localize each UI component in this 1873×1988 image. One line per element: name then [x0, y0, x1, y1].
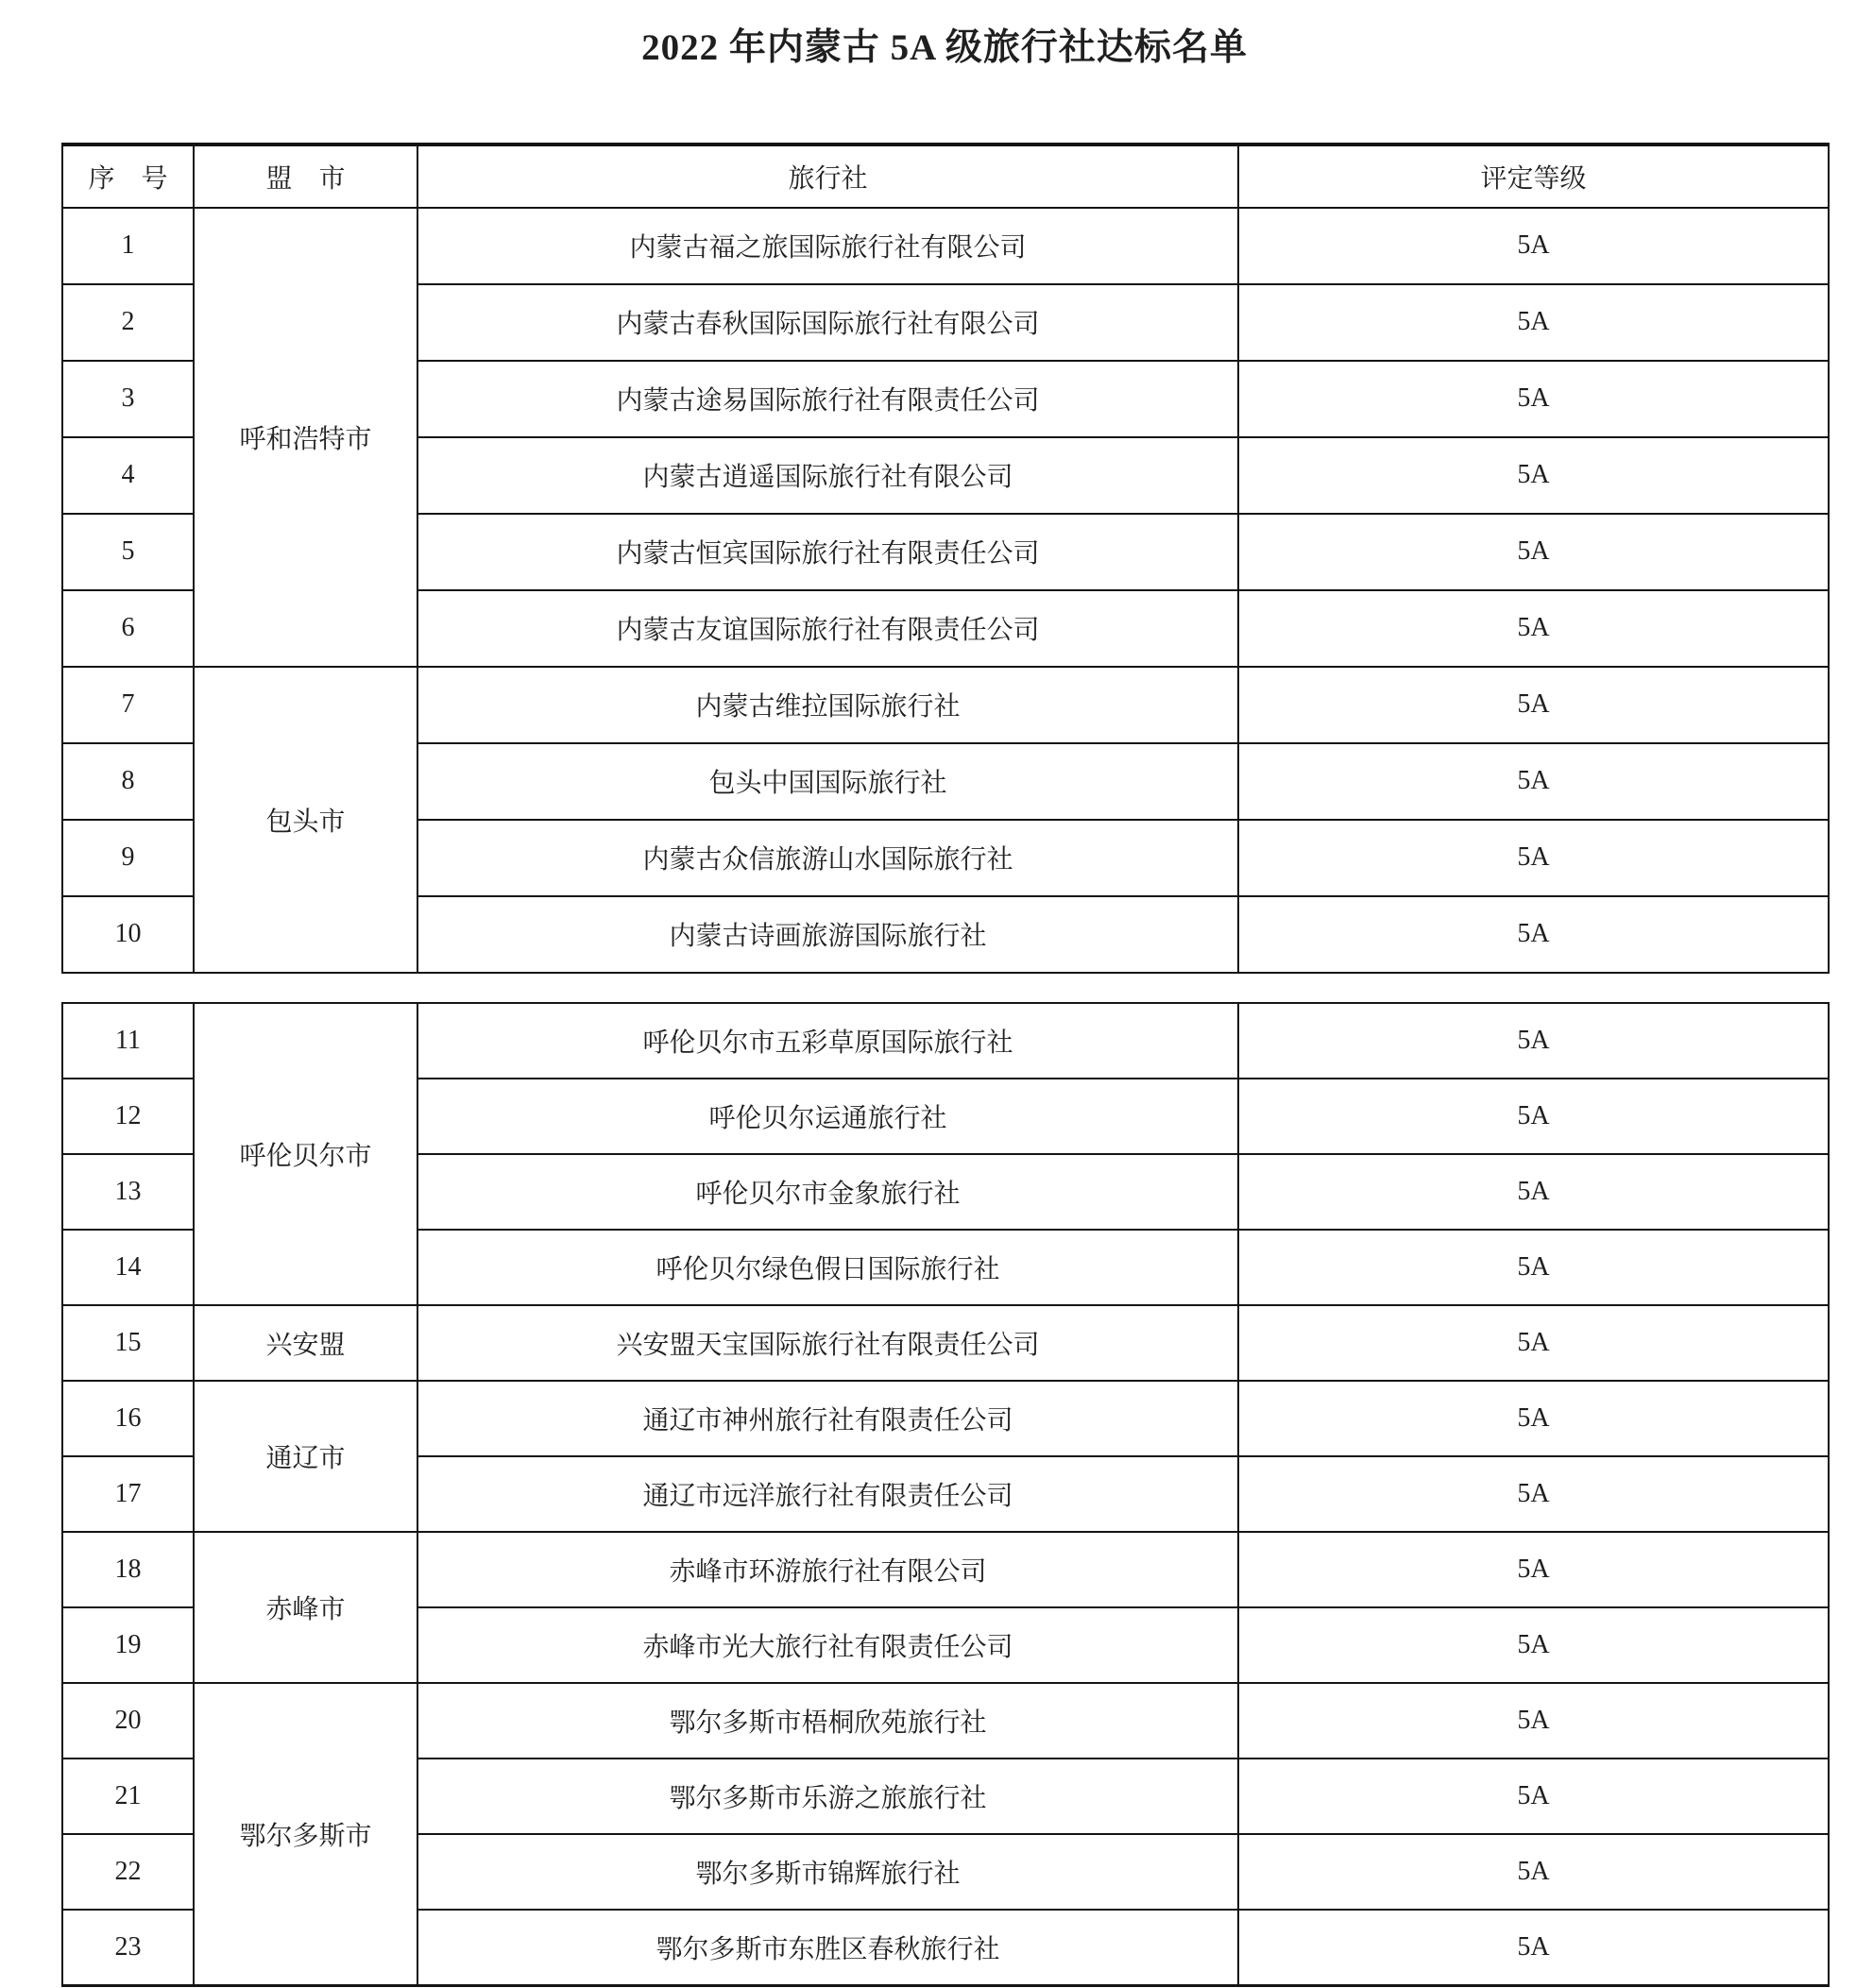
rating-grade-cell: 5A — [1238, 1154, 1829, 1230]
header-rating-grade: 评定等级 — [1238, 144, 1829, 208]
serial-number-cell: 20 — [62, 1683, 194, 1759]
travel-agency-cell: 内蒙古恒宾国际旅行社有限责任公司 — [417, 514, 1238, 590]
table-row — [62, 1003, 1829, 1079]
table-row — [62, 208, 1829, 284]
serial-number-cell: 13 — [62, 1154, 194, 1230]
rating-grade-cell: 5A — [1238, 1003, 1829, 1079]
serial-number-cell: 2 — [62, 284, 194, 361]
travel-agency-cell: 赤峰市环游旅行社有限公司 — [417, 1532, 1238, 1607]
serial-number-cell: 14 — [62, 1230, 194, 1305]
table-body-part-2 — [62, 1003, 1829, 1986]
league-city-cell: 呼伦贝尔市 — [194, 1003, 417, 1305]
rating-grade-cell: 5A — [1238, 1532, 1829, 1607]
rating-grade-cell: 5A — [1238, 1230, 1829, 1305]
travel-agency-cell: 呼伦贝尔市五彩草原国际旅行社 — [417, 1003, 1238, 1079]
serial-number-cell: 15 — [62, 1305, 194, 1381]
rating-grade-cell: 5A — [1238, 1683, 1829, 1759]
league-city-cell: 赤峰市 — [194, 1532, 417, 1683]
serial-number-cell: 17 — [62, 1456, 194, 1532]
serial-number-cell: 12 — [62, 1079, 194, 1154]
travel-agency-cell: 包头中国国际旅行社 — [417, 743, 1238, 820]
header-league-city: 盟 市 — [194, 144, 417, 208]
travel-agency-cell: 内蒙古众信旅游山水国际旅行社 — [417, 820, 1238, 896]
rating-grade-cell: 5A — [1238, 1381, 1829, 1456]
table-row — [62, 1305, 1829, 1381]
serial-number-cell: 1 — [62, 208, 194, 284]
rating-grade-cell: 5A — [1238, 667, 1829, 743]
travel-agency-cell: 呼伦贝尔绿色假日国际旅行社 — [417, 1230, 1238, 1305]
serial-number-cell: 10 — [62, 896, 194, 973]
rating-grade-cell: 5A — [1238, 1910, 1829, 1986]
table-body-part-1 — [62, 208, 1829, 973]
travel-agency-cell: 通辽市神州旅行社有限责任公司 — [417, 1381, 1238, 1456]
serial-number-cell: 22 — [62, 1834, 194, 1910]
rating-grade-cell: 5A — [1238, 284, 1829, 361]
travel-agency-cell: 鄂尔多斯市梧桐欣苑旅行社 — [417, 1683, 1238, 1759]
rating-grade-cell: 5A — [1238, 1305, 1829, 1381]
serial-number-cell: 21 — [62, 1759, 194, 1834]
rating-grade-cell: 5A — [1238, 514, 1829, 590]
travel-agency-cell: 内蒙古春秋国际国际旅行社有限公司 — [417, 284, 1238, 361]
table-row — [62, 1381, 1829, 1456]
rating-grade-cell: 5A — [1238, 1607, 1829, 1683]
header-travel-agency: 旅行社 — [417, 144, 1238, 208]
travel-agency-cell: 内蒙古福之旅国际旅行社有限公司 — [417, 208, 1238, 284]
rating-grade-cell: 5A — [1238, 1834, 1829, 1910]
serial-number-cell: 16 — [62, 1381, 194, 1456]
table-row — [62, 1683, 1829, 1759]
travel-agency-cell: 通辽市远洋旅行社有限责任公司 — [417, 1456, 1238, 1532]
travel-agency-cell: 呼伦贝尔运通旅行社 — [417, 1079, 1238, 1154]
serial-number-cell: 11 — [62, 1003, 194, 1079]
serial-number-cell: 18 — [62, 1532, 194, 1607]
travel-agency-cell: 呼伦贝尔市金象旅行社 — [417, 1154, 1238, 1230]
rating-grade-cell: 5A — [1238, 1456, 1829, 1532]
travel-agency-cell: 内蒙古友谊国际旅行社有限责任公司 — [417, 590, 1238, 667]
travel-agency-cell: 内蒙古维拉国际旅行社 — [417, 667, 1238, 743]
rating-grade-cell: 5A — [1238, 590, 1829, 667]
table-row — [62, 1532, 1829, 1607]
travel-agency-cell: 内蒙古诗画旅游国际旅行社 — [417, 896, 1238, 973]
serial-number-cell: 6 — [62, 590, 194, 667]
serial-number-cell: 23 — [62, 1910, 194, 1986]
rating-grade-cell: 5A — [1238, 208, 1829, 284]
serial-number-cell: 9 — [62, 820, 194, 896]
serial-number-cell: 4 — [62, 437, 194, 514]
league-city-cell: 包头市 — [194, 667, 417, 973]
travel-agency-cell: 鄂尔多斯市乐游之旅旅行社 — [417, 1759, 1238, 1834]
rating-grade-cell: 5A — [1238, 1759, 1829, 1834]
travel-agency-cell: 鄂尔多斯市锦辉旅行社 — [417, 1834, 1238, 1910]
serial-number-cell: 8 — [62, 743, 194, 820]
serial-number-cell: 3 — [62, 361, 194, 437]
travel-agency-cell: 兴安盟天宝国际旅行社有限责任公司 — [417, 1305, 1238, 1381]
travel-agency-cell: 内蒙古途易国际旅行社有限责任公司 — [417, 361, 1238, 437]
serial-number-cell: 5 — [62, 514, 194, 590]
travel-agency-cell: 鄂尔多斯市东胜区春秋旅行社 — [417, 1910, 1238, 1986]
rating-grade-cell: 5A — [1238, 361, 1829, 437]
league-city-cell: 兴安盟 — [194, 1305, 417, 1381]
rating-grade-cell: 5A — [1238, 1079, 1829, 1154]
agency-table-part-1 — [61, 143, 1830, 974]
table-row — [62, 667, 1829, 743]
serial-number-cell: 7 — [62, 667, 194, 743]
agency-table-part-2 — [61, 1002, 1830, 1987]
rating-grade-cell: 5A — [1238, 820, 1829, 896]
table-header-row — [62, 144, 1829, 208]
document-title: 2022 年内蒙古 5A 级旅行社达标名单 — [641, 27, 1248, 68]
league-city-cell: 呼和浩特市 — [194, 208, 417, 667]
rating-grade-cell: 5A — [1238, 896, 1829, 973]
header-serial-number: 序 号 — [62, 144, 194, 208]
travel-agency-cell: 赤峰市光大旅行社有限责任公司 — [417, 1607, 1238, 1683]
league-city-cell: 鄂尔多斯市 — [194, 1683, 417, 1986]
league-city-cell: 通辽市 — [194, 1381, 417, 1532]
serial-number-cell: 19 — [62, 1607, 194, 1683]
rating-grade-cell: 5A — [1238, 743, 1829, 820]
travel-agency-cell: 内蒙古逍遥国际旅行社有限公司 — [417, 437, 1238, 514]
rating-grade-cell: 5A — [1238, 437, 1829, 514]
